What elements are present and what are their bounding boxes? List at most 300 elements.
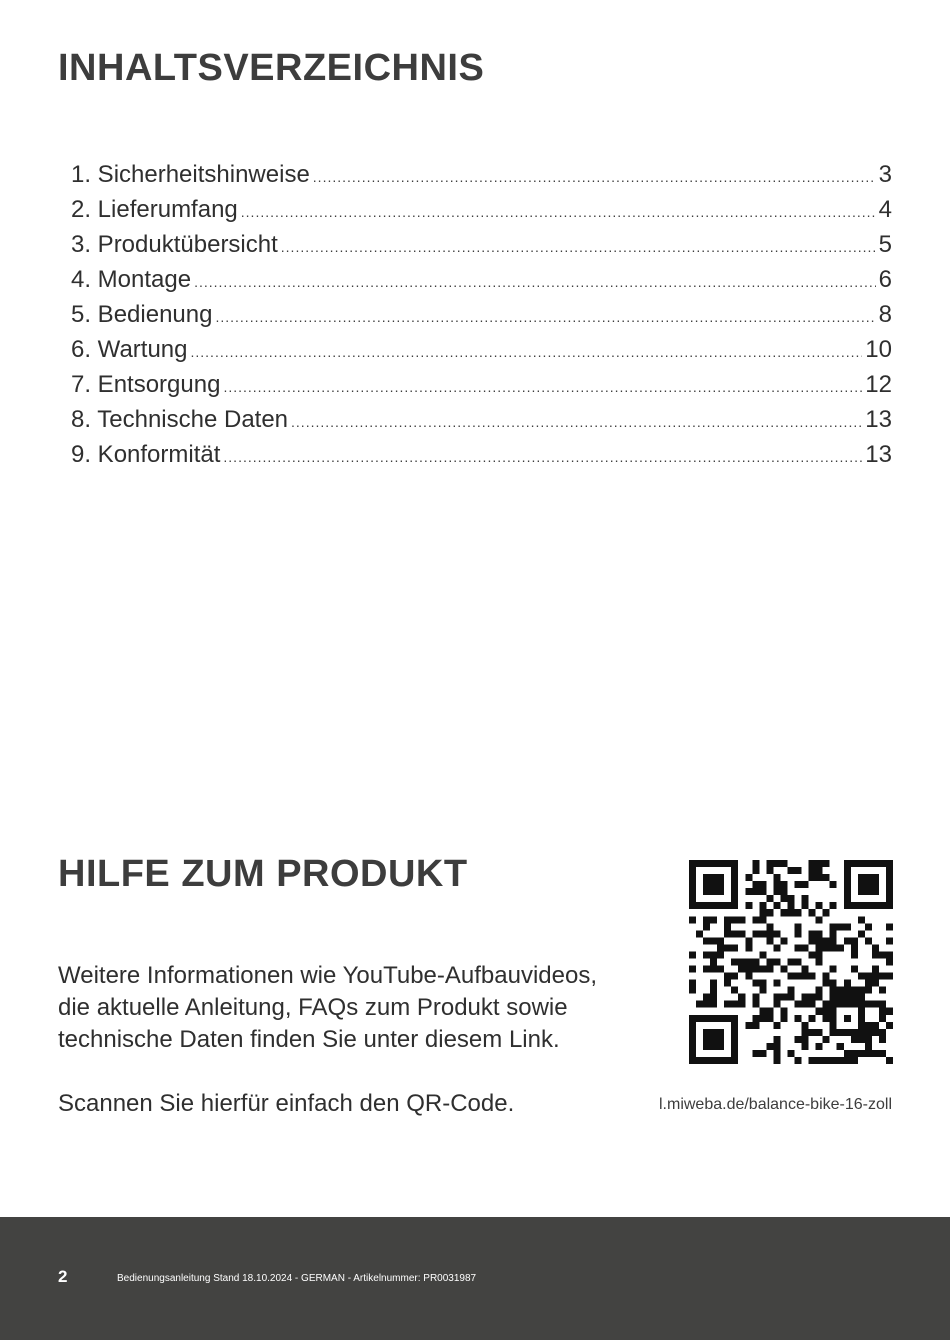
qr-module — [780, 860, 787, 867]
qr-module — [886, 1022, 893, 1029]
qr-module — [738, 958, 745, 965]
qr-module — [809, 860, 816, 867]
qr-module — [738, 916, 745, 923]
qr-module — [689, 1022, 696, 1029]
qr-module — [717, 937, 724, 944]
qr-module — [773, 958, 780, 965]
qr-module — [759, 902, 766, 909]
qr-module — [830, 987, 837, 994]
qr-module — [879, 1015, 886, 1022]
qr-module — [780, 1015, 787, 1022]
qr-module — [731, 944, 738, 951]
qr-module — [752, 888, 759, 895]
qr-module — [773, 1043, 780, 1050]
qr-module — [865, 923, 872, 930]
qr-module — [724, 1001, 731, 1008]
qr-module — [773, 980, 780, 987]
qr-module — [717, 1036, 724, 1043]
toc-entry-label: 9. Konformität — [71, 441, 221, 468]
qr-module — [752, 958, 759, 965]
qr-module — [745, 966, 752, 973]
toc-entry-label: 7. Entsorgung — [71, 371, 221, 398]
qr-module — [837, 923, 844, 930]
qr-module — [780, 881, 787, 888]
qr-module — [689, 1057, 696, 1064]
toc-leader-dots — [191, 335, 863, 370]
qr-module — [717, 888, 724, 895]
qr-module — [823, 860, 830, 867]
qr-module — [830, 1022, 837, 1029]
qr-module — [689, 1050, 696, 1057]
qr-module — [872, 1001, 879, 1008]
qr-module — [809, 973, 816, 980]
table-of-contents — [71, 157, 892, 472]
qr-module — [886, 958, 893, 965]
qr-module — [773, 1036, 780, 1043]
qr-module — [858, 916, 865, 923]
qr-module — [717, 966, 724, 973]
qr-module — [703, 860, 710, 867]
qr-module — [710, 1043, 717, 1050]
qr-module — [731, 902, 738, 909]
qr-module — [886, 860, 893, 867]
qr-module — [766, 895, 773, 902]
qr-module — [710, 860, 717, 867]
qr-module — [766, 909, 773, 916]
qr-module — [823, 909, 830, 916]
qr-module — [795, 973, 802, 980]
qr-module — [886, 902, 893, 909]
qr-module — [696, 1015, 703, 1022]
qr-module — [886, 895, 893, 902]
qr-module — [865, 1036, 872, 1043]
qr-module — [886, 888, 893, 895]
qr-module — [851, 1050, 858, 1057]
qr-module — [809, 937, 816, 944]
toc-entry-9[interactable] — [71, 437, 892, 472]
qr-module — [766, 1015, 773, 1022]
qr-module — [787, 987, 794, 994]
qr-module — [759, 951, 766, 958]
qr-module — [802, 1001, 809, 1008]
qr-module — [837, 1029, 844, 1036]
qr-module — [780, 994, 787, 1001]
toc-entry-label: 3. Produktübersicht — [71, 231, 278, 258]
qr-module — [689, 1015, 696, 1022]
qr-module — [787, 994, 794, 1001]
qr-module — [844, 902, 851, 909]
qr-module — [795, 881, 802, 888]
qr-module — [689, 1036, 696, 1043]
qr-module — [886, 973, 893, 980]
qr-module — [858, 987, 865, 994]
qr-module — [802, 944, 809, 951]
qr-module — [703, 966, 710, 973]
qr-module — [872, 888, 879, 895]
qr-module — [689, 895, 696, 902]
qr-module — [858, 994, 865, 1001]
qr-module — [816, 1029, 823, 1036]
qr-module — [851, 1001, 858, 1008]
qr-module — [717, 1057, 724, 1064]
qr-module — [689, 980, 696, 987]
qr-module — [717, 881, 724, 888]
qr-module — [865, 1022, 872, 1029]
qr-module — [745, 902, 752, 909]
qr-module — [689, 1043, 696, 1050]
qr-module — [816, 1057, 823, 1064]
page-number: 2 — [58, 1267, 68, 1286]
qr-module — [879, 1050, 886, 1057]
qr-module — [816, 902, 823, 909]
qr-module — [844, 994, 851, 1001]
qr-module — [886, 923, 893, 930]
qr-module — [823, 1001, 830, 1008]
qr-module — [731, 930, 738, 937]
qr-module — [823, 937, 830, 944]
toc-entry-page: 4 — [878, 196, 892, 223]
qr-module — [759, 888, 766, 895]
qr-module — [886, 881, 893, 888]
qr-module — [851, 966, 858, 973]
qr-module — [872, 966, 879, 973]
qr-module — [724, 1057, 731, 1064]
qr-module — [823, 1057, 830, 1064]
qr-module — [752, 1050, 759, 1057]
qr-module — [886, 874, 893, 881]
qr-module — [851, 1057, 858, 1064]
qr-module — [703, 1057, 710, 1064]
qr-module — [830, 902, 837, 909]
qr-module — [872, 902, 879, 909]
qr-module — [809, 874, 816, 881]
qr-module — [865, 1001, 872, 1008]
qr-module — [703, 1001, 710, 1008]
qr-module — [787, 958, 794, 965]
qr-module — [773, 994, 780, 1001]
qr-module — [858, 1036, 865, 1043]
qr-module — [865, 881, 872, 888]
qr-module — [879, 1008, 886, 1015]
qr-module — [745, 973, 752, 980]
qr-module — [780, 1008, 787, 1015]
qr-module — [773, 930, 780, 937]
qr-module — [724, 973, 731, 980]
qr-module — [710, 881, 717, 888]
qr-module — [752, 966, 759, 973]
qr-module — [802, 994, 809, 1001]
qr-module — [710, 994, 717, 1001]
qr-module — [731, 1001, 738, 1008]
qr-module — [858, 902, 865, 909]
qr-module — [844, 923, 851, 930]
qr-module — [724, 860, 731, 867]
qr-module — [766, 966, 773, 973]
qr-module — [809, 951, 816, 958]
qr-module — [851, 902, 858, 909]
qr-module — [823, 973, 830, 980]
qr-module — [886, 1057, 893, 1064]
qr-module — [766, 923, 773, 930]
qr-module — [759, 1015, 766, 1022]
qr-module — [787, 1050, 794, 1057]
qr-module — [710, 916, 717, 923]
qr-module — [851, 1029, 858, 1036]
qr-module — [809, 994, 816, 1001]
qr-module — [830, 966, 837, 973]
qr-module — [717, 860, 724, 867]
qr-module — [795, 1001, 802, 1008]
qr-module — [731, 958, 738, 965]
toc-entry-6[interactable] — [71, 332, 892, 367]
qr-module — [802, 1022, 809, 1029]
qr-module — [858, 860, 865, 867]
qr-module — [816, 1008, 823, 1015]
qr-module — [752, 1001, 759, 1008]
qr-module — [766, 930, 773, 937]
qr-module — [710, 966, 717, 973]
qr-module — [766, 937, 773, 944]
qr-module — [858, 874, 865, 881]
qr-module — [710, 937, 717, 944]
qr-module — [689, 874, 696, 881]
qr-module — [816, 860, 823, 867]
qr-module — [703, 1036, 710, 1043]
qr-module — [809, 867, 816, 874]
qr-module — [710, 980, 717, 987]
qr-module — [752, 881, 759, 888]
qr-module — [745, 944, 752, 951]
qr-module — [865, 980, 872, 987]
qr-module — [780, 888, 787, 895]
qr-module — [724, 980, 731, 987]
qr-module — [738, 930, 745, 937]
qr-module — [752, 867, 759, 874]
qr-module — [830, 1029, 837, 1036]
qr-module — [830, 980, 837, 987]
toc-leader-dots — [281, 230, 876, 265]
qr-module — [787, 909, 794, 916]
qr-module — [766, 958, 773, 965]
qr-module — [844, 895, 851, 902]
toc-entry-label: 4. Montage — [71, 266, 192, 293]
qr-module — [759, 916, 766, 923]
qr-module — [830, 1015, 837, 1022]
qr-module — [745, 874, 752, 881]
toc-leader-dots — [215, 300, 875, 335]
qr-module — [731, 973, 738, 980]
qr-module — [710, 1057, 717, 1064]
toc-entry-label: 6. Wartung — [71, 336, 188, 363]
qr-module — [816, 944, 823, 951]
qr-module — [780, 909, 787, 916]
qr-module — [830, 937, 837, 944]
qr-module — [879, 973, 886, 980]
qr-module — [802, 1043, 809, 1050]
qr-module — [787, 867, 794, 874]
qr-module — [837, 1001, 844, 1008]
qr-module — [724, 944, 731, 951]
qr-module — [872, 881, 879, 888]
qr-module — [752, 994, 759, 1001]
qr-module — [752, 930, 759, 937]
help-line: Weitere Informationen wie YouTube-Aufbauvideos, — [58, 962, 598, 989]
qr-module — [689, 902, 696, 909]
qr-module — [795, 909, 802, 916]
qr-module — [689, 916, 696, 923]
qr-module — [816, 987, 823, 994]
qr-module — [837, 944, 844, 951]
qr-module — [816, 1043, 823, 1050]
qr-module — [703, 1043, 710, 1050]
qr-module — [703, 874, 710, 881]
qr-module — [689, 867, 696, 874]
qr-module — [703, 951, 710, 958]
toc-entry-5[interactable] — [71, 297, 892, 332]
qr-module — [872, 973, 879, 980]
qr-module — [844, 1029, 851, 1036]
qr-module — [780, 895, 787, 902]
qr-module — [886, 1008, 893, 1015]
qr-module — [872, 1050, 879, 1057]
qr-module — [703, 881, 710, 888]
qr-module — [879, 1036, 886, 1043]
qr-module — [759, 980, 766, 987]
qr-module — [759, 987, 766, 994]
qr-module — [703, 937, 710, 944]
qr-module — [696, 930, 703, 937]
qr-module — [745, 1022, 752, 1029]
qr-module — [851, 1036, 858, 1043]
qr-module — [865, 902, 872, 909]
qr-module — [703, 902, 710, 909]
qr-module — [823, 1015, 830, 1022]
qr-module — [823, 944, 830, 951]
qr-module — [745, 888, 752, 895]
qr-module — [844, 937, 851, 944]
qr-module — [717, 1043, 724, 1050]
toc-entry-label: 5. Bedienung — [71, 301, 213, 328]
qr-module — [823, 980, 830, 987]
qr-module — [851, 951, 858, 958]
scan-instruction: Scannen Sie hierfür einfach den QR-Code. — [58, 1090, 515, 1117]
toc-entry-page: 5 — [878, 231, 892, 258]
qr-module — [724, 930, 731, 937]
qr-module — [865, 860, 872, 867]
qr-module — [703, 923, 710, 930]
qr-module — [787, 902, 794, 909]
toc-entry-label: 1. Sicherheitshinweise — [71, 161, 310, 188]
help-line: technische Daten finden Sie unter diesem Link. — [58, 1026, 560, 1053]
qr-module — [809, 1029, 816, 1036]
qr-module — [773, 1001, 780, 1008]
qr-module — [689, 951, 696, 958]
qr-module — [865, 1043, 872, 1050]
qr-module — [795, 958, 802, 965]
toc-entry-7[interactable] — [71, 367, 892, 402]
help-description — [58, 960, 658, 1056]
qr-module — [816, 994, 823, 1001]
qr-module — [731, 860, 738, 867]
qr-module — [872, 1029, 879, 1036]
toc-leader-dots — [291, 405, 862, 440]
qr-module — [752, 980, 759, 987]
qr-module — [809, 909, 816, 916]
toc-entry-1[interactable] — [71, 157, 892, 192]
qr-module — [766, 860, 773, 867]
qr-module — [802, 1036, 809, 1043]
qr-module — [879, 902, 886, 909]
page-footer — [0, 1217, 950, 1340]
qr-module — [745, 958, 752, 965]
qr-module — [886, 867, 893, 874]
qr-module — [851, 994, 858, 1001]
qr-module — [823, 1036, 830, 1043]
qr-module — [858, 1015, 865, 1022]
qr-module — [752, 1015, 759, 1022]
qr-module — [710, 888, 717, 895]
qr-module — [731, 1050, 738, 1057]
qr-module — [830, 1001, 837, 1008]
toc-entry-page: 13 — [865, 441, 892, 468]
qr-module — [809, 1015, 816, 1022]
qr-module — [816, 867, 823, 874]
qr-module — [879, 860, 886, 867]
qr-module — [795, 867, 802, 874]
qr-module — [844, 867, 851, 874]
qr-module — [717, 874, 724, 881]
qr-module — [717, 1029, 724, 1036]
qr-module — [816, 951, 823, 958]
qr-module — [858, 1050, 865, 1057]
qr-module — [710, 958, 717, 965]
qr-module — [780, 937, 787, 944]
product-help-link[interactable]: l.miweba.de/balance-bike-16-zoll — [658, 1096, 892, 1113]
qr-module — [710, 1029, 717, 1036]
qr-code-icon[interactable] — [689, 860, 893, 1064]
qr-module — [858, 888, 865, 895]
qr-module — [872, 874, 879, 881]
toc-leader-dots — [194, 265, 876, 300]
qr-module — [689, 881, 696, 888]
toc-entry-3[interactable] — [71, 227, 892, 262]
qr-module — [759, 881, 766, 888]
qr-module — [752, 1022, 759, 1029]
toc-leader-dots — [223, 440, 862, 475]
qr-module — [865, 987, 872, 994]
toc-entry-4[interactable] — [71, 262, 892, 297]
toc-entry-label: 2. Lieferumfang — [71, 196, 238, 223]
toc-entry-page: 6 — [878, 266, 892, 293]
qr-module — [689, 1029, 696, 1036]
qr-module — [795, 1015, 802, 1022]
toc-entry-8[interactable] — [71, 402, 892, 437]
qr-module — [879, 951, 886, 958]
qr-module — [731, 1057, 738, 1064]
qr-module — [844, 980, 851, 987]
qr-module — [816, 937, 823, 944]
qr-module — [865, 888, 872, 895]
qr-module — [844, 1001, 851, 1008]
qr-module — [851, 944, 858, 951]
qr-module — [809, 930, 816, 937]
toc-entry-page: 8 — [878, 301, 892, 328]
qr-module — [773, 881, 780, 888]
qr-module — [717, 902, 724, 909]
qr-module — [844, 860, 851, 867]
toc-entry-2[interactable] — [71, 192, 892, 227]
qr-module — [837, 1043, 844, 1050]
